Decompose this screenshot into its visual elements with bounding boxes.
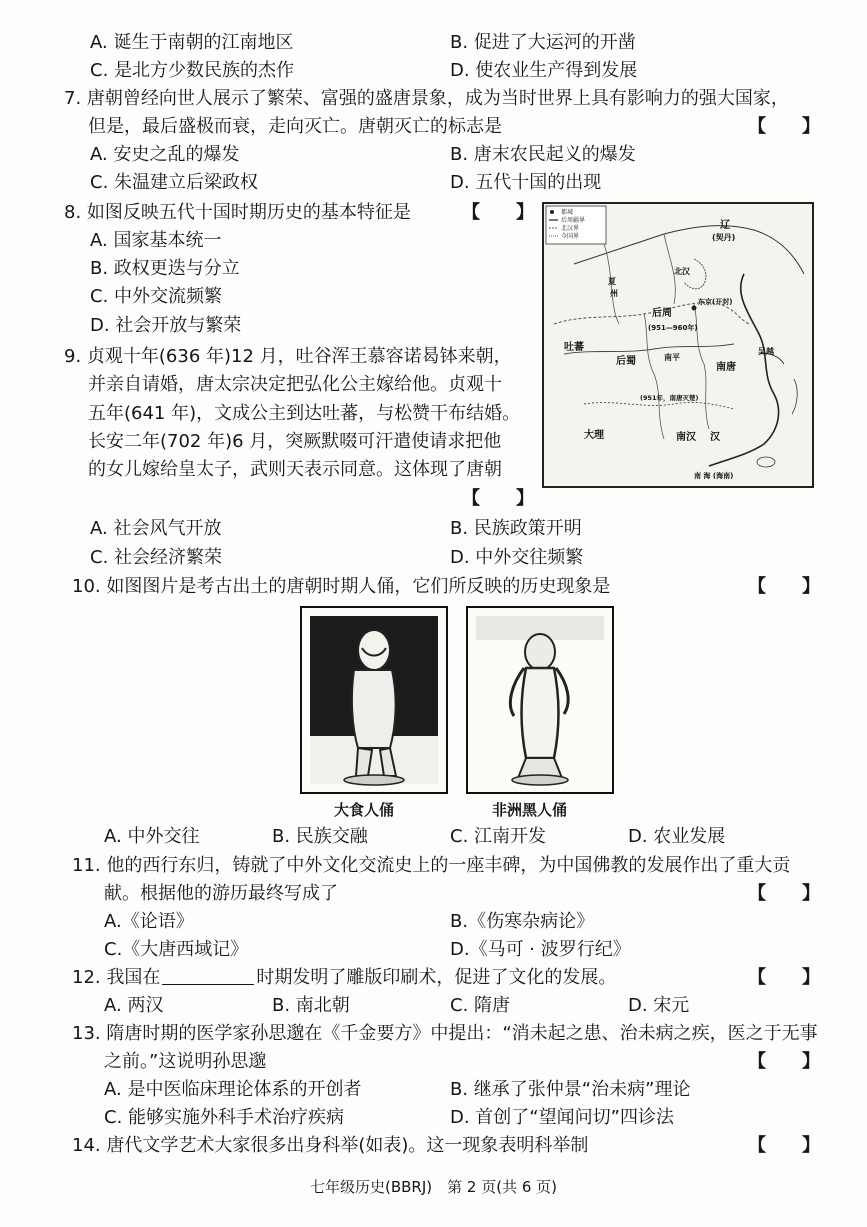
- q9-stem-line5: 的女儿嫁给皇太子，武则天表示同意。这体现了唐朝: [88, 459, 502, 480]
- q12-stem-after: 时期发明了雕版印刷术，促进了文化的发展。: [256, 967, 617, 988]
- q6-option-a[interactable]: A. 诞生于南朝的江南地区: [90, 32, 294, 53]
- q10-option-b[interactable]: B. 民族交融: [272, 826, 368, 847]
- map-label-nanping: 南平: [664, 353, 680, 362]
- q12-option-a[interactable]: A. 两汉: [104, 995, 164, 1016]
- q7-answer-bracket[interactable]: 【 】: [748, 116, 820, 137]
- map-label-zhou: 州: [610, 289, 618, 298]
- q13-option-c[interactable]: C. 能够实施外科手术治疗疾病: [104, 1107, 345, 1128]
- q8-answer-bracket[interactable]: 【 】: [462, 202, 534, 223]
- map-label-nanhan: 南汉: [676, 432, 696, 443]
- legend-houzhou-border: 后周疆界: [561, 217, 586, 224]
- legend-modern-border: 今国界: [561, 233, 580, 240]
- map-label-beihan: 北汉: [674, 267, 690, 276]
- map-label-nantang-years: (951年，南唐灭楚): [640, 394, 699, 402]
- map-label-houzhou-years: (951—960年): [648, 324, 698, 332]
- q14-stem: 14. 唐代文学艺术大家很多出身科举(如表)。这一现象表明科举制: [72, 1135, 589, 1156]
- q8-stem: 8. 如图反映五代十国时期历史的基本特征是: [64, 202, 411, 223]
- q12-option-c[interactable]: C. 隋唐: [450, 995, 511, 1016]
- q9-option-b[interactable]: B. 民族政策开明: [450, 518, 582, 539]
- q8-option-a[interactable]: A. 国家基本统一: [90, 230, 222, 251]
- page-footer: 七年级历史(BBRJ) 第 2 页(共 6 页): [310, 1178, 557, 1196]
- q7-stem-line1: 7. 唐朝曾经向世人展示了繁荣、富强的盛唐景象，成为当时世界上具有影响力的强大国家，: [64, 88, 789, 109]
- q7-option-c[interactable]: C. 朱温建立后梁政权: [90, 172, 259, 193]
- q9-option-d[interactable]: D. 中外交往频繁: [450, 547, 584, 568]
- map-label-liao: 辽: [720, 220, 730, 231]
- q9-stem-line1: 9. 贞观十年(636 年)12 月，吐谷浑王慕容诺曷钵来朝，: [64, 346, 512, 367]
- map-label-qidan: (契丹): [712, 233, 736, 242]
- q14-answer-bracket[interactable]: 【 】: [748, 1135, 820, 1156]
- q13-stem-line2: 之前。”这说明孙思邈: [104, 1051, 267, 1072]
- q12-answer-bracket[interactable]: 【 】: [748, 967, 820, 988]
- q12-option-b[interactable]: B. 南北朝: [272, 995, 350, 1016]
- q9-stem-line4: 长安二年(702 年)6 月，突厥默啜可汗遣使请求把他: [88, 431, 502, 452]
- q10-answer-bracket[interactable]: 【 】: [748, 576, 820, 597]
- q11-answer-bracket[interactable]: 【 】: [748, 883, 820, 904]
- q7-stem-line2: 但是，最后盛极而衰，走向灭亡。唐朝灭亡的标志是: [88, 116, 502, 137]
- map-label-nanhai: 南 海 (海南): [694, 472, 734, 480]
- q11-option-c[interactable]: C.《大唐西域记》: [104, 939, 249, 960]
- q9-option-a[interactable]: A. 社会风气开放: [90, 518, 222, 539]
- legend-capital: 都城: [561, 209, 574, 216]
- q7-option-b[interactable]: B. 唐末农民起义的爆发: [450, 144, 636, 165]
- map-label-nantang: 南唐: [716, 362, 736, 373]
- q13-option-a[interactable]: A. 是中医临床理论体系的开创者: [104, 1079, 362, 1100]
- q7-option-d[interactable]: D. 五代十国的出现: [450, 172, 602, 193]
- q12-stem-before: 12. 我国在: [72, 967, 161, 988]
- q13-answer-bracket[interactable]: 【 】: [748, 1051, 820, 1072]
- african-figurine-photo: [466, 606, 614, 794]
- q11-stem-line2: 献。根据他的游历最终写成了: [104, 883, 338, 904]
- map-label-han: 汉: [710, 432, 720, 443]
- q6-option-b[interactable]: B. 促进了大运河的开凿: [450, 32, 636, 53]
- q8-option-d[interactable]: D. 社会开放与繁荣: [90, 315, 242, 336]
- map-label-kaifeng: 东京(开封): [698, 298, 733, 306]
- q12-option-d[interactable]: D. 宋元: [628, 995, 690, 1016]
- map-legend: [546, 206, 606, 244]
- q13-option-d[interactable]: D. 首创了“望闻问切”四诊法: [450, 1107, 674, 1128]
- q11-option-d[interactable]: D.《马可 · 波罗行纪》: [450, 939, 631, 960]
- map-label-houzhou: 后周: [652, 308, 672, 319]
- q10-option-c[interactable]: C. 江南开发: [450, 826, 547, 847]
- q12-stem: [72, 965, 616, 991]
- q11-stem-line1: 11. 他的西行东归，铸就了中外文化交流史上的一座丰碑，为中国佛教的发展作出了重大贡: [72, 855, 791, 876]
- q11-option-b[interactable]: B.《伤寒杂病论》: [450, 911, 595, 932]
- map-label-dali: 大理: [584, 430, 604, 441]
- map-label-tubo: 吐蕃: [564, 342, 584, 353]
- q9-stem-line3: 五年(641 年)，文成公主到达吐蕃，与松赞干布结婚。: [88, 403, 521, 424]
- q12-fill-blank[interactable]: [162, 966, 254, 985]
- map-label-houshu: 后蜀: [616, 356, 636, 367]
- q9-stem-line2: 并亲自请婚，唐太宗决定把弘化公主嫁给他。贞观十: [88, 374, 502, 395]
- dashi-figurine-photo: [300, 606, 448, 794]
- q9-option-c[interactable]: C. 社会经济繁荣: [90, 547, 223, 568]
- caption-african-figurine: 非洲黑人俑: [492, 801, 568, 819]
- q11-option-a[interactable]: A.《论语》: [104, 911, 194, 932]
- q10-option-d[interactable]: D. 农业发展: [628, 826, 726, 847]
- q9-answer-bracket[interactable]: 【 】: [462, 488, 534, 509]
- map-label-xia: 夏: [608, 277, 616, 286]
- q10-option-a[interactable]: A. 中外交往: [104, 826, 200, 847]
- q8-option-c[interactable]: C. 中外交流频繁: [90, 286, 223, 307]
- q10-stem: 10. 如图图片是考古出土的唐朝时期人俑，它们所反映的历史现象是: [72, 576, 611, 597]
- q6-option-d[interactable]: D. 使农业生产得到发展: [450, 60, 638, 81]
- q8-option-b[interactable]: B. 政权更迭与分立: [90, 258, 240, 279]
- q13-option-b[interactable]: B. 继承了张仲景“治未病”理论: [450, 1079, 691, 1100]
- legend-beihan-border: 北汉界: [561, 225, 580, 232]
- q6-option-c[interactable]: C. 是北方少数民族的杰作: [90, 60, 295, 81]
- map-label-wuyue: 吴越: [758, 347, 774, 356]
- q13-stem-line1: 13. 隋唐时期的医学家孙思邈在《千金要方》中提出：“消未起之患、治未病之疾，医之于无事: [72, 1023, 818, 1044]
- q7-option-a[interactable]: A. 安史之乱的爆发: [90, 144, 240, 165]
- caption-dashi-figurine: 大食人俑: [334, 801, 395, 819]
- five-dynasties-map: [542, 202, 814, 488]
